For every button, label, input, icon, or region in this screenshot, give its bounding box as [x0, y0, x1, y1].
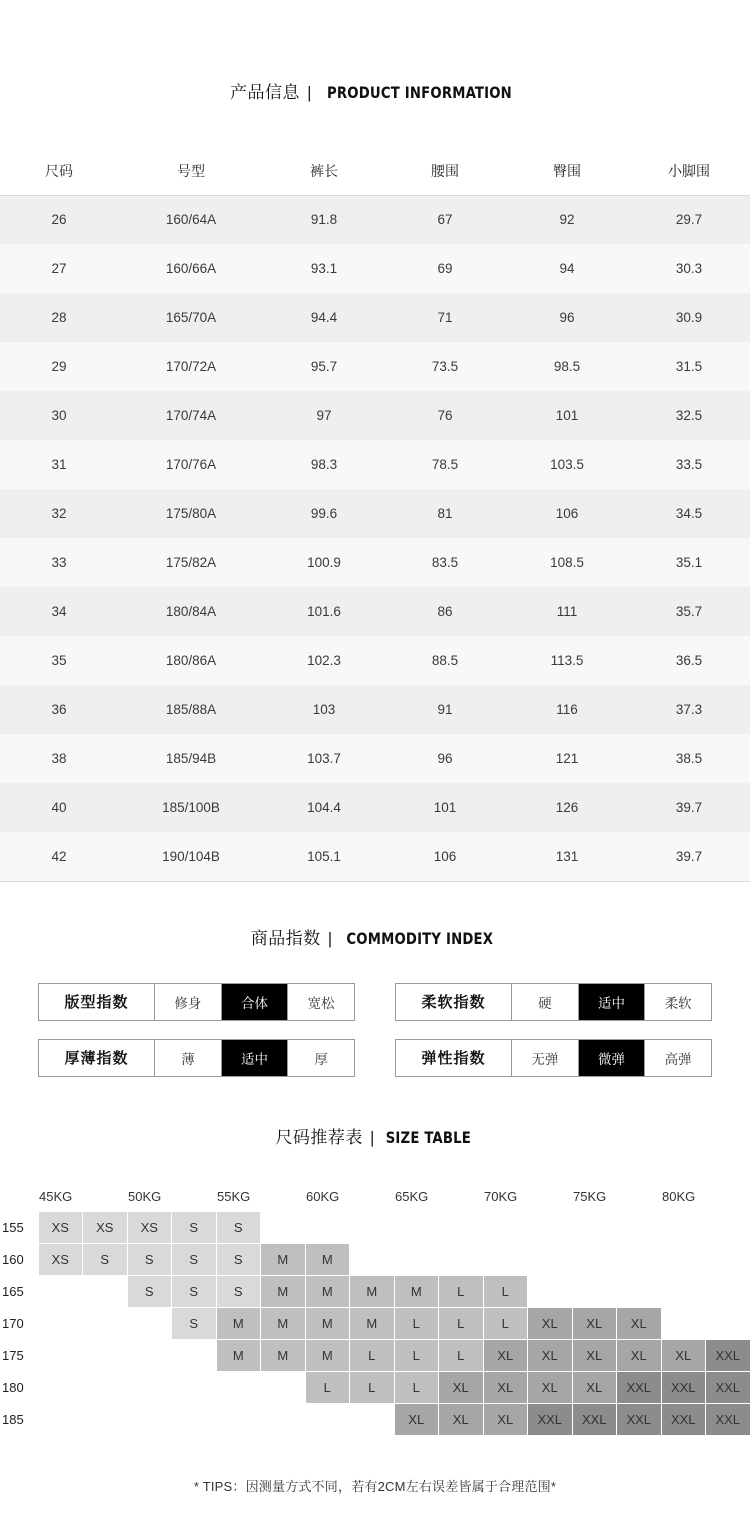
height-header: 175	[0, 1340, 38, 1372]
table-row	[0, 783, 750, 832]
table-cell: 29.7	[628, 195, 750, 244]
commodity-index-grid	[38, 983, 712, 1077]
table-cell: 98.5	[506, 342, 628, 391]
size-cell: XXL	[661, 1372, 706, 1404]
commodity-index-option-selected[interactable]: 适中	[579, 984, 646, 1020]
size-cell: M	[216, 1340, 261, 1372]
size-cell-empty	[83, 1308, 128, 1340]
table-cell: 170/72A	[118, 342, 264, 391]
table-cell: 35.1	[628, 538, 750, 587]
size-cell-empty	[83, 1372, 128, 1404]
table-cell: 30.9	[628, 293, 750, 342]
commodity-index-option-selected[interactable]: 适中	[222, 1040, 289, 1076]
size-table-corner	[0, 1182, 38, 1212]
size-cell: XXL	[706, 1404, 750, 1436]
size-cell: XL	[483, 1372, 528, 1404]
size-cell: S	[172, 1212, 217, 1244]
table-body	[0, 195, 750, 881]
size-table-row	[0, 1340, 750, 1372]
table-cell: 106	[384, 832, 506, 881]
size-cell: S	[216, 1244, 261, 1276]
table-cell: 103	[264, 685, 384, 734]
size-cell-empty	[38, 1276, 83, 1308]
commodity-index-label: 柔软指数	[396, 984, 512, 1020]
table-cell: 40	[0, 783, 118, 832]
table-cell: 175/82A	[118, 538, 264, 587]
size-cell-empty	[350, 1404, 395, 1436]
table-cell: 30	[0, 391, 118, 440]
size-cell: S	[127, 1244, 172, 1276]
table-cell: 165/70A	[118, 293, 264, 342]
size-cell-empty	[83, 1340, 128, 1372]
table-cell: 100.9	[264, 538, 384, 587]
table-cell: 27	[0, 244, 118, 293]
table-cell: 78.5	[384, 440, 506, 489]
heading-en: COMMODITY INDEX	[346, 929, 493, 948]
table-cell: 81	[384, 489, 506, 538]
size-cell-empty	[305, 1212, 350, 1244]
size-cell: L	[483, 1308, 528, 1340]
weight-header: 75KG	[572, 1182, 661, 1212]
size-cell-empty	[661, 1244, 706, 1276]
column-header-spec: 号型	[118, 147, 264, 195]
table-cell: 96	[506, 293, 628, 342]
size-cell: L	[394, 1308, 439, 1340]
size-cell-empty	[706, 1308, 750, 1340]
weight-header: 80KG	[661, 1182, 750, 1212]
measurement-tips: * TIPS：因测量方式不同，若有2CM左右误差皆属于合理范围*	[0, 1476, 750, 1523]
size-cell: XS	[38, 1212, 83, 1244]
size-cell-empty	[661, 1308, 706, 1340]
size-cell: XS	[127, 1212, 172, 1244]
size-cell-empty	[261, 1404, 306, 1436]
table-cell: 71	[384, 293, 506, 342]
size-cell: XL	[528, 1308, 573, 1340]
table-row	[0, 293, 750, 342]
size-cell-empty	[528, 1212, 573, 1244]
product-information-section	[0, 78, 750, 882]
size-cell-empty	[127, 1372, 172, 1404]
table-cell: 185/88A	[118, 685, 264, 734]
size-cell-empty	[38, 1404, 83, 1436]
size-cell-empty	[216, 1372, 261, 1404]
size-cell: XXL	[528, 1404, 573, 1436]
column-header-size: 尺码	[0, 147, 118, 195]
size-cell: XL	[572, 1340, 617, 1372]
commodity-index-item	[38, 983, 355, 1021]
commodity-index-item	[395, 983, 712, 1021]
size-cell-empty	[617, 1244, 662, 1276]
weight-header: 65KG	[394, 1182, 483, 1212]
table-cell: 39.7	[628, 832, 750, 881]
size-cell: M	[305, 1340, 350, 1372]
commodity-index-option[interactable]: 硬	[512, 984, 579, 1020]
table-cell: 33.5	[628, 440, 750, 489]
size-cell: S	[83, 1244, 128, 1276]
weight-header: 50KG	[127, 1182, 216, 1212]
size-cell: L	[350, 1340, 395, 1372]
size-cell: XL	[394, 1404, 439, 1436]
commodity-index-option[interactable]: 宽松	[288, 984, 354, 1020]
size-cell: L	[394, 1340, 439, 1372]
size-cell: S	[172, 1244, 217, 1276]
heading-en: PRODUCT INFORMATION	[327, 83, 512, 102]
commodity-index-label: 弹性指数	[396, 1040, 512, 1076]
size-cell-empty	[261, 1372, 306, 1404]
size-cell: XL	[572, 1308, 617, 1340]
table-cell: 103.5	[506, 440, 628, 489]
size-cell-empty	[483, 1244, 528, 1276]
table-cell: 116	[506, 685, 628, 734]
size-table-wrap	[0, 1182, 750, 1437]
size-cell: XL	[528, 1372, 573, 1404]
height-header: 170	[0, 1308, 38, 1340]
commodity-index-option-selected[interactable]: 合体	[222, 984, 289, 1020]
size-cell: XXL	[661, 1404, 706, 1436]
size-cell: XL	[528, 1340, 573, 1372]
size-cell: L	[439, 1340, 484, 1372]
table-cell: 86	[384, 587, 506, 636]
weight-header: 55KG	[216, 1182, 305, 1212]
table-cell: 67	[384, 195, 506, 244]
table-row	[0, 685, 750, 734]
table-cell: 126	[506, 783, 628, 832]
size-table-section	[0, 1123, 750, 1437]
table-cell: 94	[506, 244, 628, 293]
size-table-row	[0, 1212, 750, 1244]
size-cell-empty	[394, 1212, 439, 1244]
size-cell-empty	[261, 1212, 306, 1244]
size-table-body	[0, 1212, 750, 1436]
column-header-pant-length: 裤长	[264, 147, 384, 195]
table-cell: 29	[0, 342, 118, 391]
weight-header: 45KG	[38, 1182, 127, 1212]
size-cell: L	[483, 1276, 528, 1308]
size-table-row	[0, 1372, 750, 1404]
size-table-row	[0, 1276, 750, 1308]
size-cell-empty	[617, 1212, 662, 1244]
size-cell: S	[216, 1212, 261, 1244]
size-cell-empty	[706, 1276, 750, 1308]
table-cell: 35	[0, 636, 118, 685]
column-header-waist: 腰围	[384, 147, 506, 195]
table-cell: 38	[0, 734, 118, 783]
table-row	[0, 538, 750, 587]
size-cell-empty	[661, 1212, 706, 1244]
table-cell: 83.5	[384, 538, 506, 587]
commodity-index-option[interactable]: 无弹	[512, 1040, 579, 1076]
table-cell: 101.6	[264, 587, 384, 636]
size-cell-empty	[661, 1276, 706, 1308]
size-cell-empty	[572, 1276, 617, 1308]
commodity-index-option[interactable]: 厚	[288, 1040, 354, 1076]
table-row	[0, 832, 750, 881]
commodity-index-label: 版型指数	[39, 984, 155, 1020]
table-cell: 103.7	[264, 734, 384, 783]
size-cell-empty	[394, 1244, 439, 1276]
table-cell: 92	[506, 195, 628, 244]
product-information-table-wrap	[0, 147, 750, 882]
size-cell: S	[172, 1276, 217, 1308]
table-cell: 93.1	[264, 244, 384, 293]
size-cell-empty	[617, 1276, 662, 1308]
commodity-index-label: 厚薄指数	[39, 1040, 155, 1076]
product-information-heading	[0, 78, 750, 103]
size-cell: M	[261, 1244, 306, 1276]
size-cell-empty	[439, 1244, 484, 1276]
size-cell-empty	[127, 1404, 172, 1436]
size-table-header-row	[0, 1182, 750, 1212]
table-cell: 99.6	[264, 489, 384, 538]
size-cell-empty	[706, 1212, 750, 1244]
table-cell: 180/84A	[118, 587, 264, 636]
size-cell-empty	[172, 1340, 217, 1372]
product-information-table	[0, 147, 750, 882]
commodity-index-section	[0, 924, 750, 1077]
size-cell: XL	[617, 1340, 662, 1372]
size-table-row	[0, 1404, 750, 1436]
size-cell: XXL	[706, 1372, 750, 1404]
table-cell: 91	[384, 685, 506, 734]
table-row	[0, 587, 750, 636]
size-cell: XL	[617, 1308, 662, 1340]
table-cell: 95.7	[264, 342, 384, 391]
size-cell-empty	[38, 1340, 83, 1372]
size-table-heading	[0, 1123, 750, 1148]
size-cell-empty	[350, 1244, 395, 1276]
size-cell: M	[261, 1276, 306, 1308]
table-row	[0, 195, 750, 244]
table-cell: 170/76A	[118, 440, 264, 489]
heading-cn: 尺码推荐表	[275, 1128, 363, 1147]
size-table-row	[0, 1244, 750, 1276]
size-cell-empty	[439, 1212, 484, 1244]
size-cell-empty	[350, 1212, 395, 1244]
table-cell: 33	[0, 538, 118, 587]
table-cell: 104.4	[264, 783, 384, 832]
table-cell: 185/94B	[118, 734, 264, 783]
table-cell: 38.5	[628, 734, 750, 783]
table-cell: 88.5	[384, 636, 506, 685]
size-cell-empty	[706, 1244, 750, 1276]
table-cell: 121	[506, 734, 628, 783]
size-table-head	[0, 1182, 750, 1212]
table-cell: 108.5	[506, 538, 628, 587]
size-cell: XL	[483, 1340, 528, 1372]
table-cell: 101	[384, 783, 506, 832]
table-cell: 73.5	[384, 342, 506, 391]
size-cell: M	[350, 1308, 395, 1340]
table-cell: 42	[0, 832, 118, 881]
table-cell: 31	[0, 440, 118, 489]
table-cell: 180/86A	[118, 636, 264, 685]
size-cell-empty	[127, 1340, 172, 1372]
commodity-index-item	[38, 1039, 355, 1077]
table-cell: 36.5	[628, 636, 750, 685]
table-cell: 69	[384, 244, 506, 293]
commodity-index-option[interactable]: 修身	[155, 984, 222, 1020]
table-cell: 35.7	[628, 587, 750, 636]
table-row	[0, 391, 750, 440]
table-cell: 91.8	[264, 195, 384, 244]
heading-cn: 商品指数	[251, 929, 321, 948]
size-cell: XL	[439, 1372, 484, 1404]
heading-cn: 产品信息	[230, 83, 300, 102]
column-header-leg-opening: 小脚围	[628, 147, 750, 195]
heading-en: SIZE TABLE	[386, 1128, 471, 1147]
table-cell: 31.5	[628, 342, 750, 391]
table-cell: 98.3	[264, 440, 384, 489]
size-table-row	[0, 1308, 750, 1340]
table-cell: 97	[264, 391, 384, 440]
size-cell: L	[305, 1372, 350, 1404]
commodity-index-option-selected[interactable]: 微弹	[579, 1040, 646, 1076]
heading-separator: |	[370, 1128, 375, 1148]
size-cell-empty	[172, 1404, 217, 1436]
size-cell: XS	[83, 1212, 128, 1244]
commodity-index-option[interactable]: 高弹	[645, 1040, 711, 1076]
size-cell: M	[305, 1276, 350, 1308]
table-cell: 102.3	[264, 636, 384, 685]
size-cell-empty	[83, 1404, 128, 1436]
table-cell: 160/64A	[118, 195, 264, 244]
table-cell: 39.7	[628, 783, 750, 832]
size-cell: S	[172, 1308, 217, 1340]
table-cell: 30.3	[628, 244, 750, 293]
table-cell: 113.5	[506, 636, 628, 685]
size-cell: L	[439, 1276, 484, 1308]
heading-separator: |	[307, 83, 312, 103]
size-cell: M	[216, 1308, 261, 1340]
table-cell: 105.1	[264, 832, 384, 881]
height-header: 185	[0, 1404, 38, 1436]
size-cell: L	[439, 1308, 484, 1340]
size-cell-empty	[528, 1244, 573, 1276]
size-cell-empty	[127, 1308, 172, 1340]
height-header: 180	[0, 1372, 38, 1404]
table-cell: 76	[384, 391, 506, 440]
size-cell: XXL	[617, 1404, 662, 1436]
table-cell: 111	[506, 587, 628, 636]
size-cell: XL	[439, 1404, 484, 1436]
size-cell-empty	[305, 1404, 350, 1436]
table-cell: 96	[384, 734, 506, 783]
table-cell: 32	[0, 489, 118, 538]
table-cell: 34.5	[628, 489, 750, 538]
table-cell: 32.5	[628, 391, 750, 440]
table-row	[0, 636, 750, 685]
size-cell-empty	[528, 1276, 573, 1308]
size-cell-empty	[83, 1276, 128, 1308]
table-header-row	[0, 147, 750, 195]
size-cell-empty	[483, 1212, 528, 1244]
size-cell-empty	[38, 1372, 83, 1404]
size-cell-empty	[216, 1404, 261, 1436]
size-cell-empty	[572, 1244, 617, 1276]
size-cell: XL	[572, 1372, 617, 1404]
column-header-hip: 臀围	[506, 147, 628, 195]
table-cell: 28	[0, 293, 118, 342]
size-cell: M	[305, 1308, 350, 1340]
heading-separator: |	[328, 929, 333, 949]
table-cell: 101	[506, 391, 628, 440]
size-cell: M	[350, 1276, 395, 1308]
commodity-index-item	[395, 1039, 712, 1077]
size-cell: XL	[661, 1340, 706, 1372]
size-cell-empty	[172, 1372, 217, 1404]
size-cell: S	[127, 1276, 172, 1308]
size-cell-empty	[38, 1308, 83, 1340]
table-row	[0, 342, 750, 391]
table-cell: 34	[0, 587, 118, 636]
size-cell: L	[394, 1372, 439, 1404]
size-recommendation-table	[0, 1182, 750, 1437]
table-cell: 175/80A	[118, 489, 264, 538]
size-cell: XXL	[617, 1372, 662, 1404]
table-cell: 94.4	[264, 293, 384, 342]
table-cell: 160/66A	[118, 244, 264, 293]
size-cell: S	[216, 1276, 261, 1308]
size-cell: M	[261, 1308, 306, 1340]
size-cell: XS	[38, 1244, 83, 1276]
table-row	[0, 244, 750, 293]
height-header: 165	[0, 1276, 38, 1308]
size-cell: L	[350, 1372, 395, 1404]
table-row	[0, 734, 750, 783]
size-cell: M	[394, 1276, 439, 1308]
weight-header: 70KG	[483, 1182, 572, 1212]
table-head	[0, 147, 750, 195]
weight-header: 60KG	[305, 1182, 394, 1212]
table-cell: 36	[0, 685, 118, 734]
table-row	[0, 440, 750, 489]
table-cell: 37.3	[628, 685, 750, 734]
commodity-index-heading	[0, 924, 750, 949]
commodity-index-option[interactable]: 薄	[155, 1040, 222, 1076]
commodity-index-option[interactable]: 柔软	[645, 984, 711, 1020]
table-cell: 26	[0, 195, 118, 244]
table-cell: 106	[506, 489, 628, 538]
table-cell: 190/104B	[118, 832, 264, 881]
table-cell: 131	[506, 832, 628, 881]
table-cell: 170/74A	[118, 391, 264, 440]
size-cell: XXL	[706, 1340, 750, 1372]
height-header: 160	[0, 1244, 38, 1276]
size-cell-empty	[572, 1212, 617, 1244]
table-row	[0, 489, 750, 538]
size-cell: XXL	[572, 1404, 617, 1436]
table-cell: 185/100B	[118, 783, 264, 832]
size-cell: M	[261, 1340, 306, 1372]
size-cell: M	[305, 1244, 350, 1276]
size-cell: XL	[483, 1404, 528, 1436]
height-header: 155	[0, 1212, 38, 1244]
